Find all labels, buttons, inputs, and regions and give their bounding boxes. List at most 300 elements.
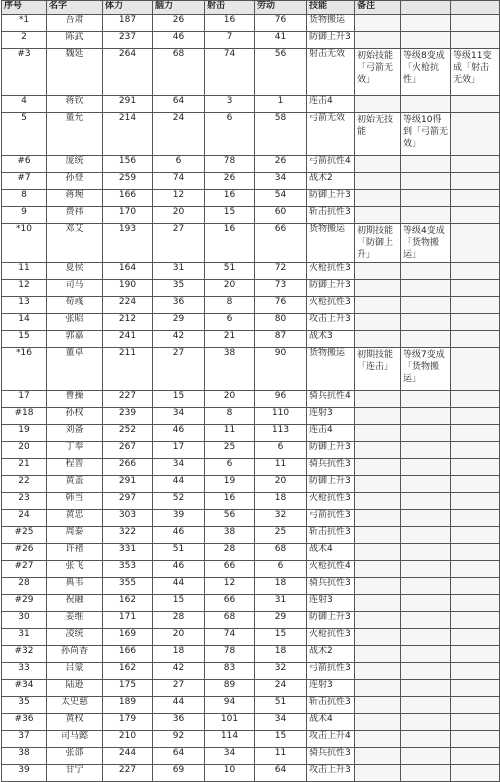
note-cell bbox=[355, 527, 401, 544]
mind-cell: 24 bbox=[153, 113, 205, 156]
table-row bbox=[2, 612, 500, 629]
hp-cell: 211 bbox=[103, 348, 153, 391]
note-cell bbox=[355, 280, 401, 297]
shoot-cell: 74 bbox=[205, 49, 255, 96]
skill-cell: 火枪抗性3 bbox=[307, 297, 355, 314]
mind-cell: 74 bbox=[153, 173, 205, 190]
note-cell bbox=[451, 331, 500, 348]
name-cell: 周泰 bbox=[47, 527, 103, 544]
labor-cell: 64 bbox=[255, 765, 307, 782]
table-row bbox=[2, 113, 500, 156]
labor-cell: 58 bbox=[255, 113, 307, 156]
note-cell bbox=[401, 731, 451, 748]
name-cell: 黄盖 bbox=[47, 476, 103, 493]
header-row bbox=[2, 1, 500, 15]
note-cell bbox=[355, 459, 401, 476]
hp-cell: 162 bbox=[103, 663, 153, 680]
note-cell bbox=[451, 297, 500, 314]
skill-cell: 战术4 bbox=[307, 544, 355, 561]
table-row bbox=[2, 459, 500, 476]
table-row bbox=[2, 156, 500, 173]
note-cell bbox=[451, 207, 500, 224]
hp-cell: 189 bbox=[103, 697, 153, 714]
note-cell bbox=[451, 314, 500, 331]
labor-cell: 56 bbox=[255, 49, 307, 96]
header-cell: 劳动 bbox=[255, 1, 307, 15]
labor-cell: 32 bbox=[255, 510, 307, 527]
table-row bbox=[2, 663, 500, 680]
skill-cell: 斩击抗性3 bbox=[307, 697, 355, 714]
name-cell: 程普 bbox=[47, 459, 103, 476]
note-cell bbox=[355, 314, 401, 331]
mind-cell: 46 bbox=[153, 32, 205, 49]
shoot-cell: 6 bbox=[205, 459, 255, 476]
table-row bbox=[2, 748, 500, 765]
note-cell bbox=[355, 561, 401, 578]
note-cell bbox=[401, 612, 451, 629]
name-cell: 庞统 bbox=[47, 156, 103, 173]
labor-cell: 76 bbox=[255, 15, 307, 32]
mind-cell: 18 bbox=[153, 646, 205, 663]
shoot-cell: 3 bbox=[205, 96, 255, 113]
table-row bbox=[2, 527, 500, 544]
table-row bbox=[2, 263, 500, 280]
shoot-cell: 83 bbox=[205, 663, 255, 680]
row-number: 4 bbox=[2, 96, 47, 113]
labor-cell: 6 bbox=[255, 561, 307, 578]
hp-cell: 166 bbox=[103, 190, 153, 207]
note-cell bbox=[355, 96, 401, 113]
table-row bbox=[2, 408, 500, 425]
labor-cell: 29 bbox=[255, 612, 307, 629]
shoot-cell: 26 bbox=[205, 173, 255, 190]
hp-cell: 190 bbox=[103, 280, 153, 297]
row-number: 23 bbox=[2, 493, 47, 510]
note-cell: 初始技能「弓箭无效」 bbox=[355, 49, 401, 96]
note-cell bbox=[401, 765, 451, 782]
skill-cell: 斩击抗性3 bbox=[307, 527, 355, 544]
labor-cell: 80 bbox=[255, 314, 307, 331]
note-cell bbox=[451, 425, 500, 442]
labor-cell: 31 bbox=[255, 595, 307, 612]
hp-cell: 239 bbox=[103, 408, 153, 425]
shoot-cell: 10 bbox=[205, 765, 255, 782]
skill-cell: 防御上升3 bbox=[307, 32, 355, 49]
hp-cell: 264 bbox=[103, 49, 153, 96]
labor-cell: 66 bbox=[255, 224, 307, 263]
labor-cell: 96 bbox=[255, 391, 307, 408]
note-cell bbox=[355, 595, 401, 612]
header-cell: 备注 bbox=[355, 1, 401, 15]
skill-cell: 连击4 bbox=[307, 96, 355, 113]
shoot-cell: 11 bbox=[205, 425, 255, 442]
row-number: 13 bbox=[2, 297, 47, 314]
labor-cell: 34 bbox=[255, 173, 307, 190]
note-cell bbox=[355, 629, 401, 646]
mind-cell: 92 bbox=[153, 731, 205, 748]
table-row bbox=[2, 425, 500, 442]
note-cell bbox=[451, 263, 500, 280]
name-cell: 蒋琬 bbox=[47, 190, 103, 207]
note-cell bbox=[451, 612, 500, 629]
note-cell bbox=[451, 348, 500, 391]
mind-cell: 34 bbox=[153, 459, 205, 476]
name-cell: 司马 bbox=[47, 280, 103, 297]
hp-cell: 175 bbox=[103, 680, 153, 697]
table-row bbox=[2, 510, 500, 527]
mind-cell: 35 bbox=[153, 280, 205, 297]
name-cell: 费祎 bbox=[47, 207, 103, 224]
row-number: *10 bbox=[2, 224, 47, 263]
name-cell: 张郃 bbox=[47, 748, 103, 765]
note-cell bbox=[355, 765, 401, 782]
skill-cell: 货物搬运 bbox=[307, 15, 355, 32]
header-cell: 名字 bbox=[47, 1, 103, 15]
note-cell bbox=[451, 578, 500, 595]
header-cell: 射击 bbox=[205, 1, 255, 15]
labor-cell: 26 bbox=[255, 156, 307, 173]
hp-cell: 252 bbox=[103, 425, 153, 442]
labor-cell: 54 bbox=[255, 190, 307, 207]
skill-cell: 骑兵抗性3 bbox=[307, 459, 355, 476]
skill-cell: 火枪抗性3 bbox=[307, 263, 355, 280]
note-cell bbox=[401, 748, 451, 765]
hp-cell: 156 bbox=[103, 156, 153, 173]
skill-cell: 骑兵抗性4 bbox=[307, 391, 355, 408]
note-cell bbox=[451, 156, 500, 173]
mind-cell: 46 bbox=[153, 425, 205, 442]
note-cell bbox=[451, 629, 500, 646]
shoot-cell: 16 bbox=[205, 493, 255, 510]
hp-cell: 169 bbox=[103, 629, 153, 646]
mind-cell: 28 bbox=[153, 612, 205, 629]
mind-cell: 68 bbox=[153, 49, 205, 96]
note-cell bbox=[355, 15, 401, 32]
row-number: 14 bbox=[2, 314, 47, 331]
header-cell: 体力 bbox=[103, 1, 153, 15]
hp-cell: 227 bbox=[103, 765, 153, 782]
shoot-cell: 78 bbox=[205, 156, 255, 173]
row-number: 37 bbox=[2, 731, 47, 748]
note-cell bbox=[401, 697, 451, 714]
mind-cell: 20 bbox=[153, 207, 205, 224]
table-row bbox=[2, 442, 500, 459]
shoot-cell: 38 bbox=[205, 348, 255, 391]
name-cell: 典韦 bbox=[47, 578, 103, 595]
shoot-cell: 68 bbox=[205, 612, 255, 629]
note-cell bbox=[401, 408, 451, 425]
name-cell: 孙权 bbox=[47, 408, 103, 425]
shoot-cell: 6 bbox=[205, 314, 255, 331]
table-row bbox=[2, 32, 500, 49]
mind-cell: 27 bbox=[153, 680, 205, 697]
note-cell bbox=[401, 663, 451, 680]
name-cell: 太史慈 bbox=[47, 697, 103, 714]
note-cell bbox=[355, 680, 401, 697]
skill-cell: 连击4 bbox=[307, 425, 355, 442]
hp-cell: 353 bbox=[103, 561, 153, 578]
shoot-cell: 114 bbox=[205, 731, 255, 748]
row-number: #7 bbox=[2, 173, 47, 190]
labor-cell: 72 bbox=[255, 263, 307, 280]
note-cell bbox=[451, 748, 500, 765]
shoot-cell: 89 bbox=[205, 680, 255, 697]
table-row bbox=[2, 476, 500, 493]
labor-cell: 68 bbox=[255, 544, 307, 561]
mind-cell: 69 bbox=[153, 765, 205, 782]
name-cell: 祝融 bbox=[47, 595, 103, 612]
shoot-cell: 8 bbox=[205, 408, 255, 425]
note-cell bbox=[401, 680, 451, 697]
note-cell bbox=[355, 697, 401, 714]
shoot-cell: 101 bbox=[205, 714, 255, 731]
name-cell: 荀彧 bbox=[47, 297, 103, 314]
name-cell: 孙尚香 bbox=[47, 646, 103, 663]
name-cell: 郭嘉 bbox=[47, 331, 103, 348]
note-cell bbox=[355, 297, 401, 314]
note-cell bbox=[401, 15, 451, 32]
row-number: 24 bbox=[2, 510, 47, 527]
note-cell bbox=[451, 280, 500, 297]
row-number: #36 bbox=[2, 714, 47, 731]
shoot-cell: 15 bbox=[205, 207, 255, 224]
skill-cell: 战术4 bbox=[307, 714, 355, 731]
labor-cell: 20 bbox=[255, 476, 307, 493]
mind-cell: 42 bbox=[153, 331, 205, 348]
table-row bbox=[2, 595, 500, 612]
skill-cell: 连射3 bbox=[307, 595, 355, 612]
labor-cell: 15 bbox=[255, 629, 307, 646]
skill-cell: 战术2 bbox=[307, 646, 355, 663]
note-cell: 初期技能「连击」 bbox=[355, 348, 401, 391]
name-cell: 孙登 bbox=[47, 173, 103, 190]
hp-cell: 244 bbox=[103, 748, 153, 765]
note-cell bbox=[451, 459, 500, 476]
hp-cell: 355 bbox=[103, 578, 153, 595]
note-cell bbox=[355, 510, 401, 527]
note-cell bbox=[451, 476, 500, 493]
row-number: 31 bbox=[2, 629, 47, 646]
table-row bbox=[2, 96, 500, 113]
hp-cell: 266 bbox=[103, 459, 153, 476]
note-cell bbox=[401, 190, 451, 207]
skill-cell: 弓箭抗性4 bbox=[307, 156, 355, 173]
mind-cell: 17 bbox=[153, 442, 205, 459]
note-cell: 等级10得到「弓箭无效」 bbox=[401, 113, 451, 156]
mind-cell: 27 bbox=[153, 348, 205, 391]
labor-cell: 60 bbox=[255, 207, 307, 224]
hp-cell: 237 bbox=[103, 32, 153, 49]
note-cell bbox=[355, 612, 401, 629]
table-row bbox=[2, 173, 500, 190]
mind-cell: 46 bbox=[153, 527, 205, 544]
shoot-cell: 16 bbox=[205, 190, 255, 207]
note-cell bbox=[451, 113, 500, 156]
note-cell bbox=[401, 510, 451, 527]
note-cell bbox=[401, 173, 451, 190]
mind-cell: 46 bbox=[153, 561, 205, 578]
mind-cell: 15 bbox=[153, 391, 205, 408]
mind-cell: 52 bbox=[153, 493, 205, 510]
note-cell bbox=[355, 714, 401, 731]
row-number: #29 bbox=[2, 595, 47, 612]
table-row bbox=[2, 297, 500, 314]
note-cell bbox=[401, 280, 451, 297]
labor-cell: 11 bbox=[255, 459, 307, 476]
note-cell bbox=[451, 190, 500, 207]
row-number: 33 bbox=[2, 663, 47, 680]
header-cell: 序号 bbox=[2, 1, 47, 15]
name-cell: 魏延 bbox=[47, 49, 103, 96]
note-cell bbox=[401, 595, 451, 612]
labor-cell: 15 bbox=[255, 731, 307, 748]
hp-cell: 322 bbox=[103, 527, 153, 544]
skill-cell: 攻击上升4 bbox=[307, 731, 355, 748]
mind-cell: 34 bbox=[153, 408, 205, 425]
labor-cell: 18 bbox=[255, 493, 307, 510]
name-cell: 凌统 bbox=[47, 629, 103, 646]
row-number: 22 bbox=[2, 476, 47, 493]
name-cell: 吾肃 bbox=[47, 15, 103, 32]
row-number: #26 bbox=[2, 544, 47, 561]
hp-cell: 210 bbox=[103, 731, 153, 748]
note-cell: 初期技能「防御上升」 bbox=[355, 224, 401, 263]
skill-cell: 骑兵抗性3 bbox=[307, 578, 355, 595]
shoot-cell: 21 bbox=[205, 331, 255, 348]
shoot-cell: 16 bbox=[205, 224, 255, 263]
hp-cell: 170 bbox=[103, 207, 153, 224]
name-cell: 张飞 bbox=[47, 561, 103, 578]
name-cell: 丁奉 bbox=[47, 442, 103, 459]
note-cell bbox=[401, 263, 451, 280]
note-cell bbox=[401, 527, 451, 544]
note-cell bbox=[401, 629, 451, 646]
labor-cell: 90 bbox=[255, 348, 307, 391]
shoot-cell: 66 bbox=[205, 561, 255, 578]
labor-cell: 41 bbox=[255, 32, 307, 49]
note-cell bbox=[451, 408, 500, 425]
shoot-cell: 25 bbox=[205, 442, 255, 459]
note-cell bbox=[355, 391, 401, 408]
table-row bbox=[2, 207, 500, 224]
shoot-cell: 78 bbox=[205, 646, 255, 663]
note-cell bbox=[355, 731, 401, 748]
mind-cell: 27 bbox=[153, 224, 205, 263]
hp-cell: 187 bbox=[103, 15, 153, 32]
note-cell bbox=[401, 207, 451, 224]
note-cell bbox=[355, 408, 401, 425]
note-cell bbox=[355, 476, 401, 493]
row-number: 2 bbox=[2, 32, 47, 49]
character-table bbox=[1, 0, 500, 782]
name-cell: 张昭 bbox=[47, 314, 103, 331]
shoot-cell: 38 bbox=[205, 527, 255, 544]
skill-cell: 连射3 bbox=[307, 680, 355, 697]
note-cell bbox=[451, 544, 500, 561]
labor-cell: 76 bbox=[255, 297, 307, 314]
shoot-cell: 51 bbox=[205, 263, 255, 280]
labor-cell: 25 bbox=[255, 527, 307, 544]
skill-cell: 弓箭抗性3 bbox=[307, 663, 355, 680]
labor-cell: 73 bbox=[255, 280, 307, 297]
name-cell: 邓艾 bbox=[47, 224, 103, 263]
skill-cell: 连射3 bbox=[307, 408, 355, 425]
note-cell bbox=[451, 173, 500, 190]
note-cell bbox=[451, 224, 500, 263]
hp-cell: 241 bbox=[103, 331, 153, 348]
hp-cell: 259 bbox=[103, 173, 153, 190]
shoot-cell: 7 bbox=[205, 32, 255, 49]
shoot-cell: 66 bbox=[205, 595, 255, 612]
table-row bbox=[2, 731, 500, 748]
mind-cell: 39 bbox=[153, 510, 205, 527]
hp-cell: 179 bbox=[103, 714, 153, 731]
table-row bbox=[2, 680, 500, 697]
mind-cell: 42 bbox=[153, 663, 205, 680]
note-cell bbox=[401, 714, 451, 731]
mind-cell: 12 bbox=[153, 190, 205, 207]
hp-cell: 227 bbox=[103, 391, 153, 408]
row-number: *1 bbox=[2, 15, 47, 32]
note-cell bbox=[355, 331, 401, 348]
row-number: 11 bbox=[2, 263, 47, 280]
name-cell: 许褚 bbox=[47, 544, 103, 561]
labor-cell: 11 bbox=[255, 748, 307, 765]
row-number: 39 bbox=[2, 765, 47, 782]
note-cell bbox=[355, 578, 401, 595]
skill-cell: 防御上升3 bbox=[307, 190, 355, 207]
labor-cell: 1 bbox=[255, 96, 307, 113]
table-row bbox=[2, 15, 500, 32]
note-cell bbox=[401, 32, 451, 49]
hp-cell: 291 bbox=[103, 96, 153, 113]
note-cell bbox=[401, 476, 451, 493]
name-cell: 司马懿 bbox=[47, 731, 103, 748]
shoot-cell: 28 bbox=[205, 544, 255, 561]
shoot-cell: 94 bbox=[205, 697, 255, 714]
table-row bbox=[2, 765, 500, 782]
name-cell: 陈武 bbox=[47, 32, 103, 49]
skill-cell: 防御上升3 bbox=[307, 442, 355, 459]
note-cell bbox=[401, 156, 451, 173]
name-cell: 黄忠 bbox=[47, 510, 103, 527]
labor-cell: 24 bbox=[255, 680, 307, 697]
note-cell bbox=[451, 442, 500, 459]
hp-cell: 162 bbox=[103, 595, 153, 612]
labor-cell: 34 bbox=[255, 714, 307, 731]
table-row bbox=[2, 280, 500, 297]
note-cell bbox=[355, 442, 401, 459]
header-cell: 脑力 bbox=[153, 1, 205, 15]
note-cell bbox=[355, 663, 401, 680]
note-cell bbox=[355, 207, 401, 224]
note-cell bbox=[355, 32, 401, 49]
note-cell bbox=[401, 459, 451, 476]
shoot-cell: 20 bbox=[205, 280, 255, 297]
note-cell bbox=[451, 32, 500, 49]
row-number: 17 bbox=[2, 391, 47, 408]
name-cell: 陆逊 bbox=[47, 680, 103, 697]
row-number: 5 bbox=[2, 113, 47, 156]
name-cell: 黄权 bbox=[47, 714, 103, 731]
skill-cell: 战术2 bbox=[307, 173, 355, 190]
note-cell bbox=[355, 173, 401, 190]
row-number: 38 bbox=[2, 748, 47, 765]
note-cell bbox=[451, 493, 500, 510]
labor-cell: 18 bbox=[255, 646, 307, 663]
shoot-cell: 16 bbox=[205, 15, 255, 32]
mind-cell: 20 bbox=[153, 629, 205, 646]
